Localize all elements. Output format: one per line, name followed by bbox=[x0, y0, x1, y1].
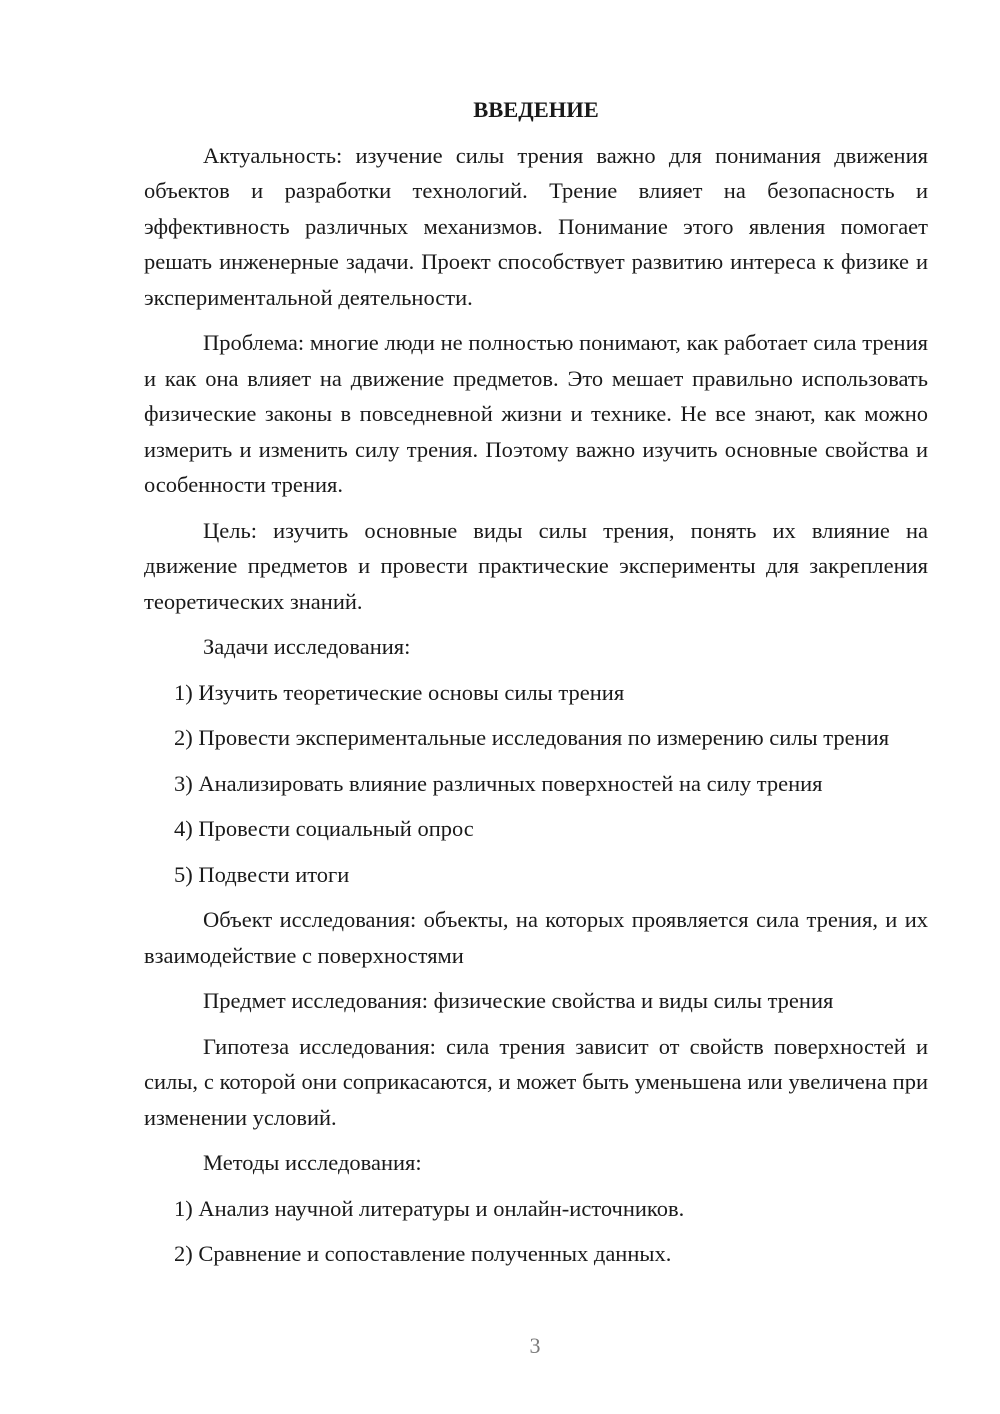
method-item-1: 1) Анализ научной литературы и онлайн-источников. bbox=[174, 1195, 685, 1221]
methods-heading: Методы исследования: bbox=[203, 1150, 422, 1175]
task-item-1: 1) Изучить теоретические основы силы трения bbox=[174, 679, 625, 705]
paragraph-problem: Проблема: многие люди не полностью понимают, как работает сила трения и как она влияет на движение предметов. Это мешает правильно использовать физические законы в повседневной жизни и технике. Не все знают, как можно измерить и изменить силу трения. Поэтому важно изучить основные свойства и особенности трения. bbox=[144, 330, 928, 497]
page-number: 3 bbox=[529, 1333, 541, 1358]
paragraph-relevance: Актуальность: изучение силы трения важно для понимания движения объектов и разработки технологий. Трение влияет на безопасность и эффективность различных механизмов. Понимание этого явления помогает решать инженерные задачи. Проект способствует развитию интереса к физике и экспериментальной деятельности. bbox=[144, 142, 928, 310]
method-item-2: 2) Сравнение и сопоставление полученных данных. bbox=[174, 1241, 672, 1266]
task-item-3: 3) Анализировать влияние различных поверхностей на силу трения bbox=[174, 770, 823, 796]
page-content bbox=[144, 92, 928, 1282]
paragraph-subject: Предмет исследования: физические свойства и виды силы трения bbox=[203, 988, 834, 1013]
task-item-4: 4) Провести социальный опрос bbox=[174, 816, 474, 841]
section-title: ВВЕДЕНИЕ bbox=[473, 97, 599, 122]
task-item-2: 2) Провести экспериментальные исследования по измерению силы трения bbox=[174, 725, 890, 750]
paragraph-hypothesis: Гипотеза исследования: сила трения зависит от свойств поверхностей и силы, с которой они соприкасаются, и может быть уменьшена или увеличена при изменении условий. bbox=[144, 1033, 928, 1130]
tasks-heading: Задачи исследования: bbox=[203, 634, 411, 659]
task-item-5: 5) Подвести итоги bbox=[174, 861, 350, 887]
paragraph-goal: Цель: изучить основные виды силы трения, понять их влияние на движение предметов и провести практические эксперименты для закрепления теоретических знаний. bbox=[144, 517, 928, 614]
paragraph-object: Объект исследования: объекты, на которых проявляется сила трения, и их взаимодействие с поверхностями bbox=[144, 907, 928, 968]
